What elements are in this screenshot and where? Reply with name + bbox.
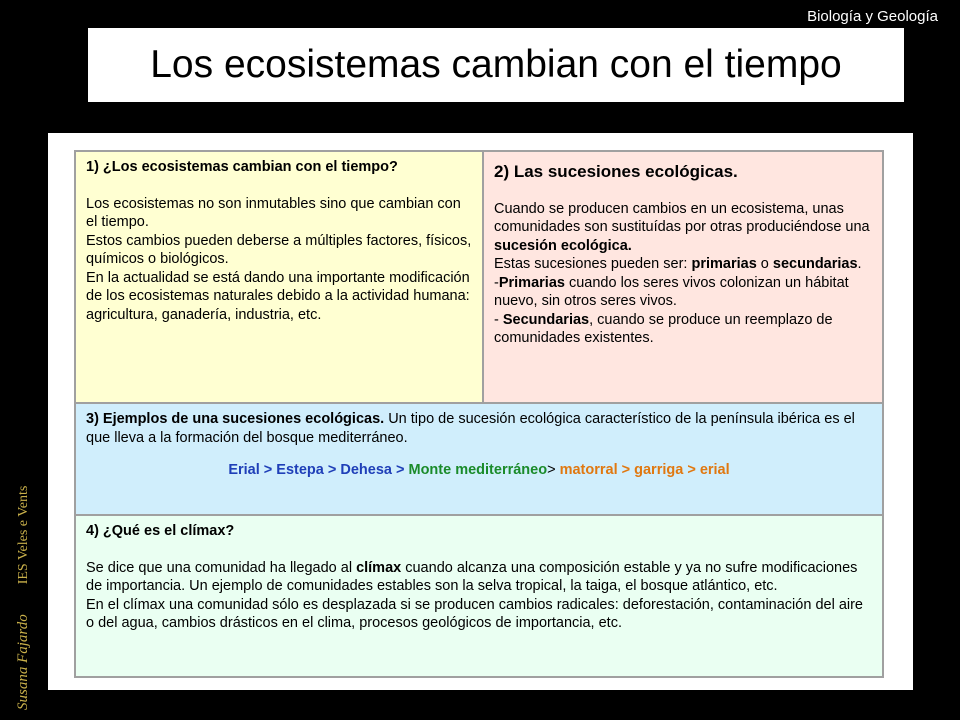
school-name: IES Veles e Vents — [16, 485, 31, 585]
section-4-cell — [76, 514, 882, 676]
section-4-heading: 4) ¿Qué es el clímax? — [86, 523, 235, 539]
title-box — [88, 28, 904, 102]
section-1-paragraph: En la actualidad se está dando una importante modificación de los ecosistemas naturales debido a la actividad humana: agricultura, ganadería, industria, etc. — [86, 269, 470, 323]
section-2-paragraph: Estas sucesiones pueden ser: primarias o secundarias. — [494, 256, 862, 272]
section-2-cell — [484, 152, 882, 402]
slide-title: Los ecosistemas cambian con el tiempo — [150, 43, 842, 86]
section-3-cell — [76, 402, 882, 514]
section-3-paragraph: 3) Ejemplos de una sucesiones ecológicas. Un tipo de sucesión ecológica característico de la península ibérica es el que lleva a la formación del bosque mediterráneo. — [86, 411, 855, 446]
sidebar-credits — [14, 486, 32, 710]
section-2-paragraph: Cuando se producen cambios en un ecosistema, unas comunidades son sustituídas por otras produciéndose una sucesión ecológica. — [494, 200, 870, 254]
section-1-cell — [76, 152, 484, 402]
section-1-heading: 1) ¿Los ecosistemas cambian con el tiempo? — [86, 159, 398, 175]
section-1-paragraph: Estos cambios pueden deberse a múltiples factores, físicos, químicos o biológicos. — [86, 232, 472, 267]
content-table — [74, 150, 884, 678]
succession-series: Erial > Estepa > Dehesa > Monte mediterráneo> matorral > garriga > erial — [228, 462, 730, 478]
section-1-paragraph: Los ecosistemas no son inmutables sino que cambian con el tiempo. — [86, 195, 461, 230]
section-4-paragraph: En el clímax una comunidad sólo es desplazada si se producen cambios radicales: deforestación, contaminación del aire o del agua, cambios drásticos en el clima, procesos geológicos de importancia, etc. — [86, 596, 863, 631]
section-2-paragraph: - Secundarias, cuando se produce un reemplazo de comunidades existentes. — [494, 311, 833, 346]
section-2-paragraph: -Primarias cuando los seres vivos colonizan un hábitat nuevo, sin otros seres vivos. — [494, 274, 849, 309]
section-4-paragraph: Se dice que una comunidad ha llegado al clímax cuando alcanza una composición estable y ya no sufre modificaciones de importancia. Un ejemplo de comunidades estables son la selva tropical, la taiga, el bosque atlántico, etc. — [86, 559, 858, 594]
section-2-heading: 2) Las sucesiones ecológicas. — [494, 162, 738, 181]
content-card — [48, 133, 913, 690]
author-name: Susana Fajardo — [15, 614, 31, 710]
subject-label: Biología y Geología — [807, 8, 938, 25]
section-3-heading: 3) Ejemplos de una sucesiones ecológicas. — [86, 411, 385, 427]
